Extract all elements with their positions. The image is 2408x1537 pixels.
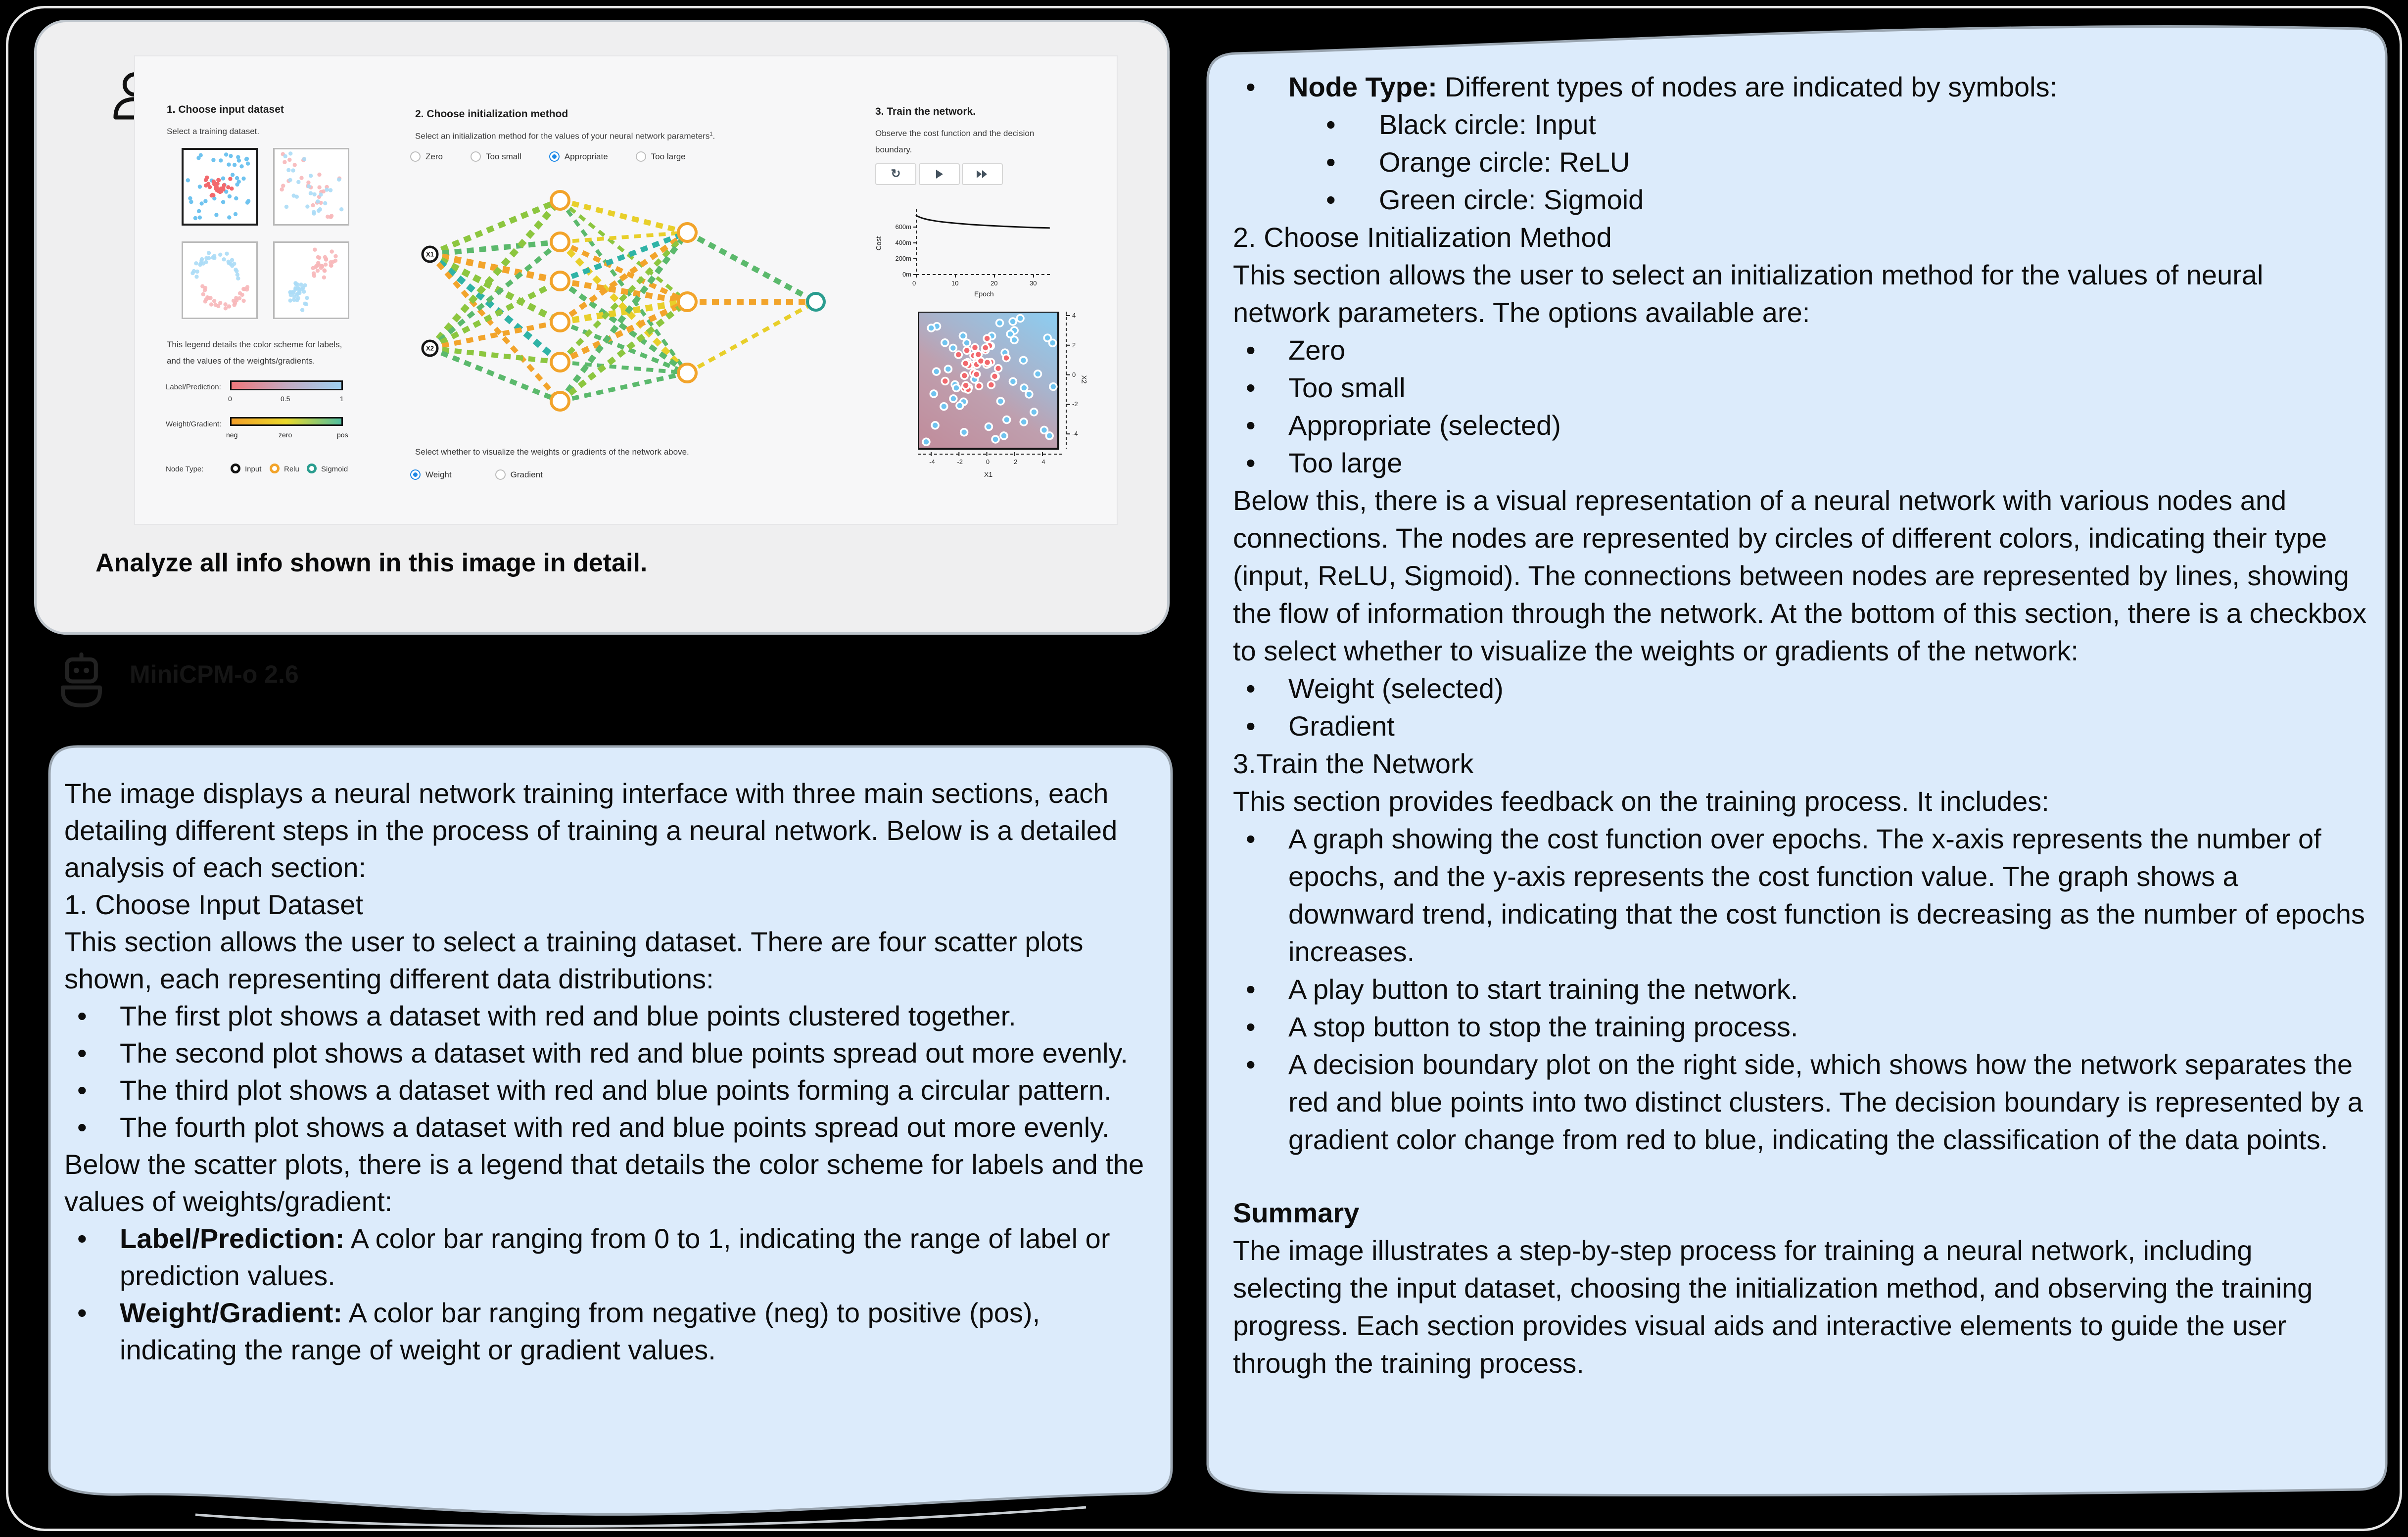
boundary-xtick: -4 (929, 458, 935, 466)
bullet-item: • A stop button to stop the training process. (1233, 1008, 2367, 1046)
legend-note-line2: and the values of the weights/gradients. (167, 356, 315, 366)
weight-gradient-label: Weight/Gradient: (166, 420, 222, 428)
bullet-item: • The first plot shows a dataset with red and blue points clustered together. (64, 997, 1159, 1034)
section2-subtitle: Select an initialization method for the values of your neural network parameters$^1$. (415, 131, 715, 141)
input-node-legend-icon (231, 464, 240, 473)
bullet-item: • A decision boundary plot on the right side, which shows how the network separates the red and blue points into two distinct clusters. The decision boundary is represented by a gradient color change from red to blue, indicating the classification of the data points. (1233, 1046, 2367, 1159)
boundary-ytick: -4 (1072, 430, 1078, 438)
radio-label: Zero (425, 151, 443, 161)
radio-option-weight[interactable] (410, 469, 452, 480)
radio-label: Too large (651, 151, 686, 161)
radio-label: Appropriate (564, 151, 608, 161)
text-block: Below this, there is a visual representation of a neural network with various nodes and connections. The nodes are represented by circles of different colors, indicating their type (input, ReLU, Sigmoid). The connections between nodes are represented by lines, showing the flow of information through the network. At the bottom of this section, there is a checkbox to select whether to visualize the weights or gradients of the network: (1233, 485, 2367, 666)
text-block: 3.Train the Network (1233, 748, 1474, 779)
play-button[interactable] (919, 163, 960, 185)
text-block: The image displays a neural network training interface with three main sections, each detailing different steps in the process of training a neural network. Below is a detailed analysis of each section: (64, 778, 1118, 883)
attached-screenshot (134, 55, 1118, 525)
bullet-item: • A play button to start training the network. (1233, 971, 2367, 1008)
radio-label: Gradient (510, 469, 543, 479)
cost-xtick: 20 (991, 279, 998, 287)
bullet-marker: • (77, 1223, 87, 1254)
cost-ytick: 400m (895, 239, 911, 246)
section1-subtitle: Select a training dataset. (167, 127, 260, 136)
section3-subtitle-line2: boundary. (875, 145, 912, 154)
weight-gradient-colorbar (230, 417, 343, 426)
bullet-marker: • (1246, 710, 1256, 742)
text-block (1233, 1159, 2367, 1194)
text-block: 2. Choose Initialization Method (1233, 222, 1612, 253)
node-type-sigmoid: Sigmoid (321, 465, 348, 473)
bullet-marker: • (77, 1112, 87, 1143)
radio-label: Weight (425, 469, 452, 479)
play-icon (935, 169, 944, 179)
bullet-marker: • (77, 1000, 87, 1031)
bullet-item: • Weight/Gradient: A color bar ranging from negative (neg) to positive (pos), indicating the range of weight or gradient values. (64, 1294, 1159, 1368)
colorbar-tick: 1 (340, 395, 344, 403)
bullet-item: • Appropriate (selected) (1233, 407, 2367, 444)
radio-option-zero[interactable] (410, 151, 443, 162)
text-block: This section allows the user to select an initialization method for the values of neural network parameters. The options available are: (1233, 259, 2264, 328)
radio-option-appropriate[interactable] (549, 151, 608, 162)
colorbar-tick: pos (337, 431, 348, 439)
radio-icon (410, 469, 421, 480)
node-type-relu: Relu (284, 465, 299, 473)
response-text-right (1233, 68, 2367, 1382)
bullet-item: • Label/Prediction: A color bar ranging from 0 to 1, indicating the range of label or prediction values. (64, 1220, 1159, 1294)
section2-title: 2. Choose initialization method (415, 108, 568, 120)
response-text-left (64, 775, 1159, 1368)
dataset-thumbnail-4[interactable] (273, 241, 349, 319)
bullet-item: • Zero (1233, 331, 2367, 369)
cost-ytick: 600m (895, 223, 911, 231)
radio-icon (549, 151, 560, 162)
boundary-ylabel: X2 (1080, 374, 1088, 384)
viz-question: Select whether to visualize the weights or gradients of the network above. (415, 447, 689, 457)
network-diagram (402, 185, 848, 422)
bullet-item: • Gradient (1233, 707, 2367, 745)
radio-option-too-large[interactable] (636, 151, 686, 162)
radio-option-gradient[interactable] (495, 469, 543, 480)
init-method-options (410, 151, 686, 162)
text-block: This section allows the user to select a training dataset. There are four scatter plots shown, each representing different data distributions: (64, 926, 1084, 994)
bullet-marker: • (1326, 109, 1336, 140)
bullet-marker: • (1246, 1011, 1256, 1042)
svg-text:X2: X2 (426, 344, 434, 352)
cost-xtick: 10 (951, 279, 959, 287)
decision-boundary-plot (918, 312, 1088, 482)
legend-note-line1: This legend details the color scheme for labels, (167, 340, 342, 349)
boundary-xtick: 0 (986, 458, 990, 466)
radio-icon (636, 151, 646, 162)
text-block: Below the scatter plots, there is a legend that details the color scheme for labels and the values of weights/gradient: (64, 1149, 1144, 1217)
cost-ytick: 0m (902, 271, 911, 278)
dataset-grid (182, 148, 350, 321)
bullet-item: • The fourth plot shows a dataset with red and blue points spread out more evenly. (64, 1109, 1159, 1146)
bullet-item: • The second plot shows a dataset with red and blue points spread out more evenly. (64, 1034, 1159, 1071)
bullet-marker: • (77, 1037, 87, 1069)
section3-subtitle-line1: Observe the cost function and the decision (875, 129, 1035, 138)
robot-icon (58, 652, 105, 713)
cost-xtick: 0 (912, 279, 916, 287)
bullet-item: • The third plot shows a dataset with red and blue points forming a circular pattern. (64, 1071, 1159, 1109)
bullet-item: • A graph showing the cost function over epochs. The x-axis represents the number of epochs, and the y-axis represents the cost function value. The graph shows a downward trend, indicating that the cost function is decreasing as the number of epochs increases. (1233, 820, 2367, 971)
cost-xlabel: Epoch (974, 290, 994, 298)
bullet-marker: • (1326, 184, 1336, 215)
boundary-ytick: 4 (1072, 312, 1076, 319)
bullet-marker: • (1246, 334, 1256, 366)
user-prompt-text: Analyze all info shown in this image in detail. (95, 549, 648, 577)
boundary-ytick: -2 (1072, 400, 1078, 408)
bullet-marker: • (1246, 1049, 1256, 1080)
cost-xtick: 30 (1030, 279, 1037, 287)
label-prediction-colorbar (230, 380, 343, 390)
bullet-marker: • (1246, 974, 1256, 1005)
section1-title: 1. Choose input dataset (167, 104, 284, 115)
dataset-thumbnail-1[interactable] (182, 148, 258, 226)
boundary-ytick: 0 (1072, 371, 1076, 378)
cost-ylabel: Cost (874, 236, 883, 251)
colorbar-tick: 0 (228, 395, 232, 403)
sigmoid-node-legend-icon (307, 464, 317, 473)
bullet-item: • Orange circle: ReLU (1233, 143, 2367, 181)
colorbar-tick: zero (279, 431, 292, 439)
node-type-input: Input (245, 465, 262, 473)
bullet-marker: • (1246, 447, 1256, 478)
boundary-xtick: 4 (1041, 458, 1045, 466)
user-message-card (34, 20, 1170, 635)
text-block: The image illustrates a step-by-step process for training a neural network, including selecting the input dataset, choosing the initialization method, and observing the training progress. Each section provides visual aids and interactive elements to guide the user through the training process. (1233, 1235, 2313, 1379)
radio-icon (471, 151, 481, 162)
bullet-item: • Green circle: Sigmoid (1233, 181, 2367, 219)
bullet-marker: • (77, 1297, 87, 1328)
bullet-item: • Too large (1233, 444, 2367, 482)
reset-button[interactable] (875, 163, 916, 185)
boundary-xlabel: X1 (984, 470, 993, 478)
model-name: MiniCPM-o 2.6 (130, 660, 299, 688)
viz-options (410, 469, 543, 480)
bullet-marker: • (1246, 673, 1256, 704)
cost-ytick: 200m (895, 255, 911, 262)
fast-forward-icon (976, 169, 989, 179)
boundary-xtick: -2 (957, 458, 963, 466)
fast-forward-button[interactable] (962, 163, 1003, 185)
svg-text:X1: X1 (426, 250, 434, 258)
text-block: 1. Choose Input Dataset (64, 889, 363, 920)
bullet-item: • Weight (selected) (1233, 670, 2367, 707)
section3-title: 3. Train the network. (875, 106, 976, 117)
bullet-marker: • (1326, 146, 1336, 178)
colorbar-tick: 0.5 (281, 395, 290, 403)
dataset-thumbnail-3[interactable] (182, 241, 258, 319)
boundary-xtick: 2 (1014, 458, 1018, 466)
node-type-label: Node Type: (166, 465, 204, 473)
reset-icon: ↻ (891, 167, 901, 181)
label-prediction-label: Label/Prediction: (166, 383, 221, 391)
colorbar-tick: neg (226, 431, 238, 439)
bullet-marker: • (1246, 71, 1256, 102)
bullet-item: • Black circle: Input (1233, 106, 2367, 143)
text-block: This section provides feedback on the training process. It includes: (1233, 786, 2049, 817)
bullet-item: • Node Type: Different types of nodes are indicated by symbols: (1233, 68, 2367, 106)
bullet-item: • Too small (1233, 369, 2367, 407)
radio-icon (410, 151, 421, 162)
bullet-marker: • (1246, 823, 1256, 854)
bullet-marker: • (77, 1074, 87, 1106)
cost-chart (875, 205, 1063, 304)
bullet-marker: • (1246, 410, 1256, 441)
heading: Summary (1233, 1197, 1360, 1228)
bullet-marker: • (1246, 372, 1256, 403)
relu-node-legend-icon (270, 464, 280, 473)
dataset-thumbnail-2[interactable] (273, 148, 349, 226)
radio-label: Too small (485, 151, 521, 161)
boundary-ytick: 2 (1072, 341, 1076, 349)
radio-icon (495, 469, 506, 480)
radio-option-too-small[interactable] (471, 151, 521, 162)
